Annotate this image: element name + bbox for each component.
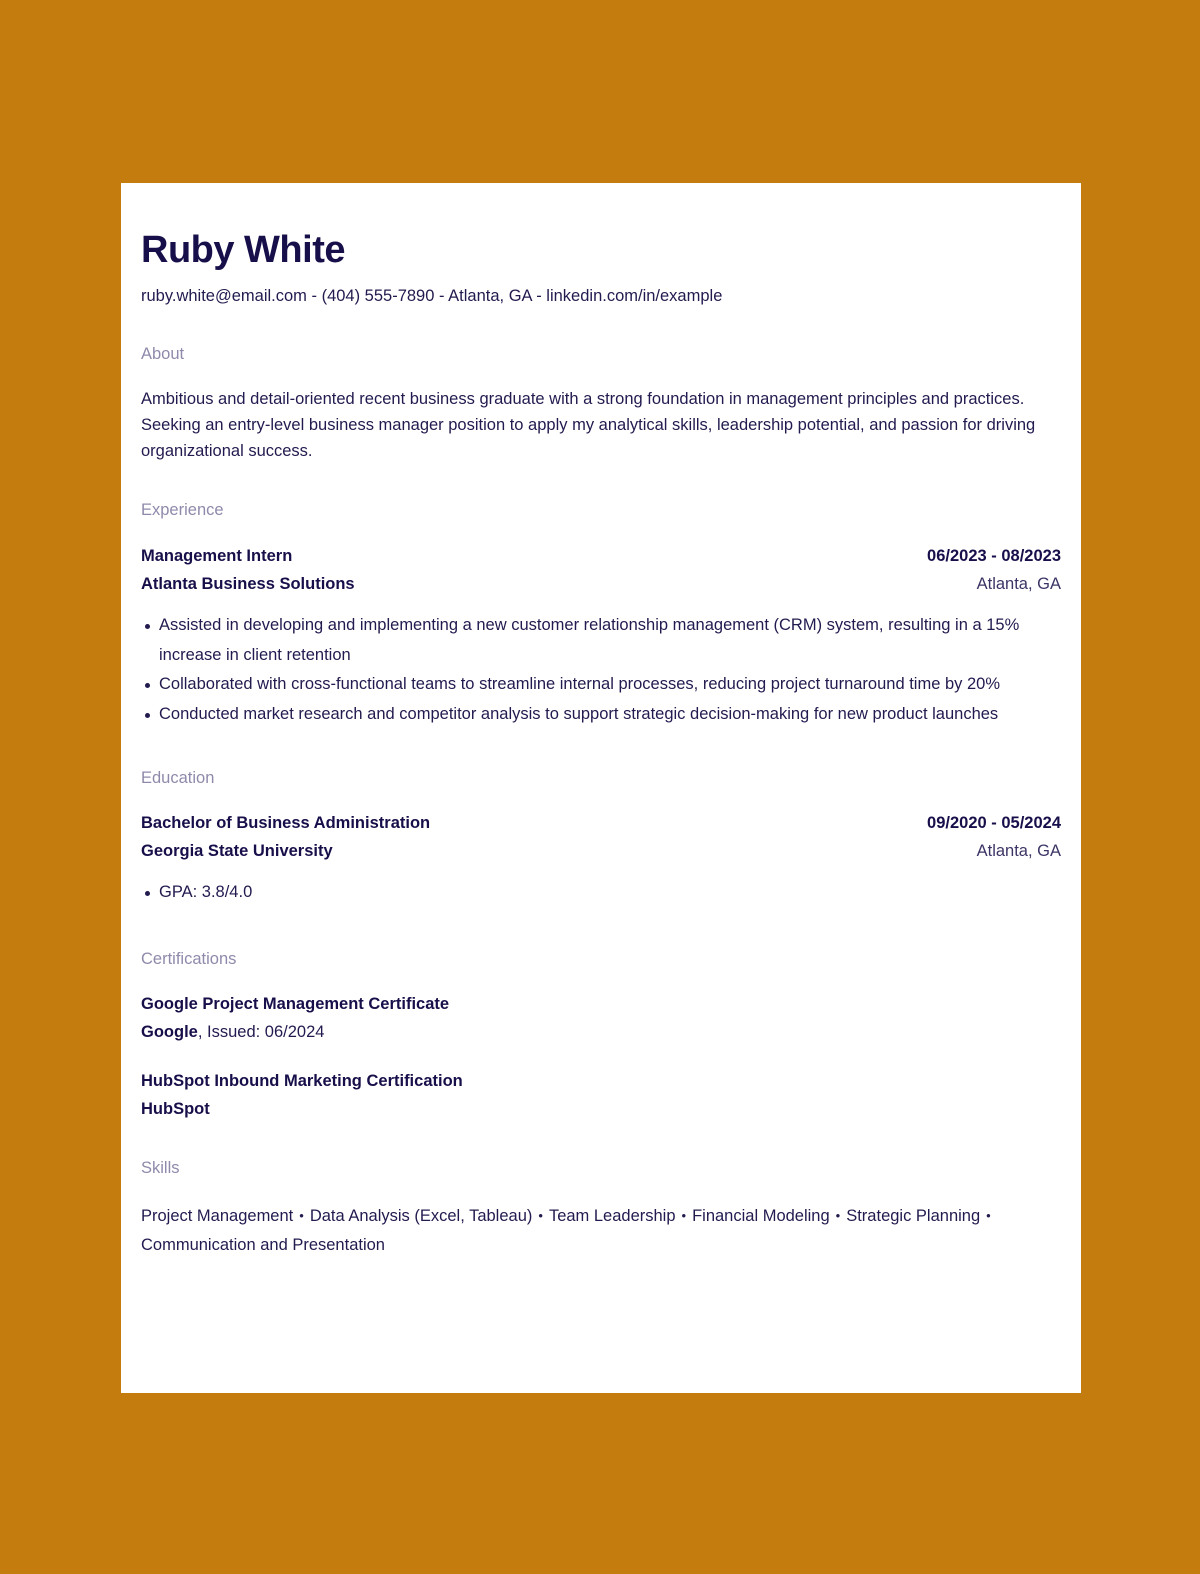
certification-entry	[141, 1067, 1061, 1123]
resume-sheet	[121, 183, 1081, 1393]
certification-name: HubSpot Inbound Marketing Certification	[141, 1071, 463, 1090]
skills-list	[141, 1201, 1061, 1261]
skill-item: Data Analysis (Excel, Tableau)	[309, 1206, 533, 1225]
education-bullet: GPA: 3.8/4.0	[159, 878, 1061, 908]
skill-item: Strategic Planning	[846, 1206, 981, 1225]
certification-issued: , Issued: 06/2024	[197, 1022, 325, 1041]
certification-issuer-line	[141, 1095, 1061, 1123]
job-dates: 06/2023 - 08/2023	[927, 547, 1061, 565]
skill-item: Team Leadership	[548, 1206, 676, 1225]
job-title: Management Intern	[141, 547, 293, 565]
section-title-about: About	[141, 345, 185, 363]
skill-separator: •	[835, 1207, 841, 1223]
experience-bullets	[141, 611, 1061, 729]
education-bullets	[141, 878, 1061, 908]
school-name: Georgia State University	[141, 842, 333, 860]
school-location: Atlanta, GA	[976, 842, 1061, 860]
experience-header-row	[141, 542, 1061, 570]
about-text: Ambitious and detail-oriented recent business graduate with a strong foundation in management principles and practices. Seeking an entry-level business manager position to apply my analytical skills, leadership potential, and passion for driving organizational success.	[141, 390, 1036, 460]
experience-bullet: Conducted market research and competitor analysis to support strategic decision-making for new product launches	[159, 700, 1061, 730]
experience-entry	[141, 542, 1061, 729]
contact-line: ruby.white@email.com - (404) 555-7890 - Atlanta, GA - linkedin.com/in/example	[141, 287, 723, 305]
experience-bullet: Assisted in developing and implementing a new customer relationship management (CRM) system, resulting in a 15% increase in client retention	[159, 611, 1061, 670]
section-title-experience: Experience	[141, 501, 224, 519]
skill-separator: •	[681, 1207, 687, 1223]
education-dates: 09/2020 - 05/2024	[927, 814, 1061, 832]
skill-item: Financial Modeling	[692, 1206, 830, 1225]
skill-item: Project Management	[141, 1206, 294, 1225]
education-entry	[141, 809, 1061, 908]
experience-company-row	[141, 570, 1061, 598]
skill-separator: •	[538, 1207, 543, 1223]
education-school-row	[141, 837, 1061, 865]
education-header-row	[141, 809, 1061, 837]
degree-title: Bachelor of Business Administration	[141, 814, 431, 832]
section-title-education: Education	[141, 769, 215, 787]
skill-separator: •	[986, 1207, 991, 1223]
certification-name: Google Project Management Certificate	[141, 994, 450, 1013]
certification-issuer-line	[141, 1018, 1061, 1046]
certification-issuer: HubSpot	[141, 1099, 210, 1118]
company-name: Atlanta Business Solutions	[141, 575, 355, 593]
experience-bullet: Collaborated with cross-functional teams to streamline internal processes, reducing project turnaround time by 20%	[159, 670, 1061, 700]
certification-entry	[141, 990, 1061, 1046]
certification-issuer: Google	[141, 1022, 198, 1041]
job-location: Atlanta, GA	[976, 575, 1061, 593]
section-title-skills: Skills	[141, 1158, 180, 1177]
section-title-certifications: Certifications	[141, 949, 237, 968]
candidate-name: Ruby White	[141, 229, 345, 271]
skill-item: Communication and Presentation	[141, 1236, 385, 1254]
skill-separator: •	[299, 1207, 304, 1223]
